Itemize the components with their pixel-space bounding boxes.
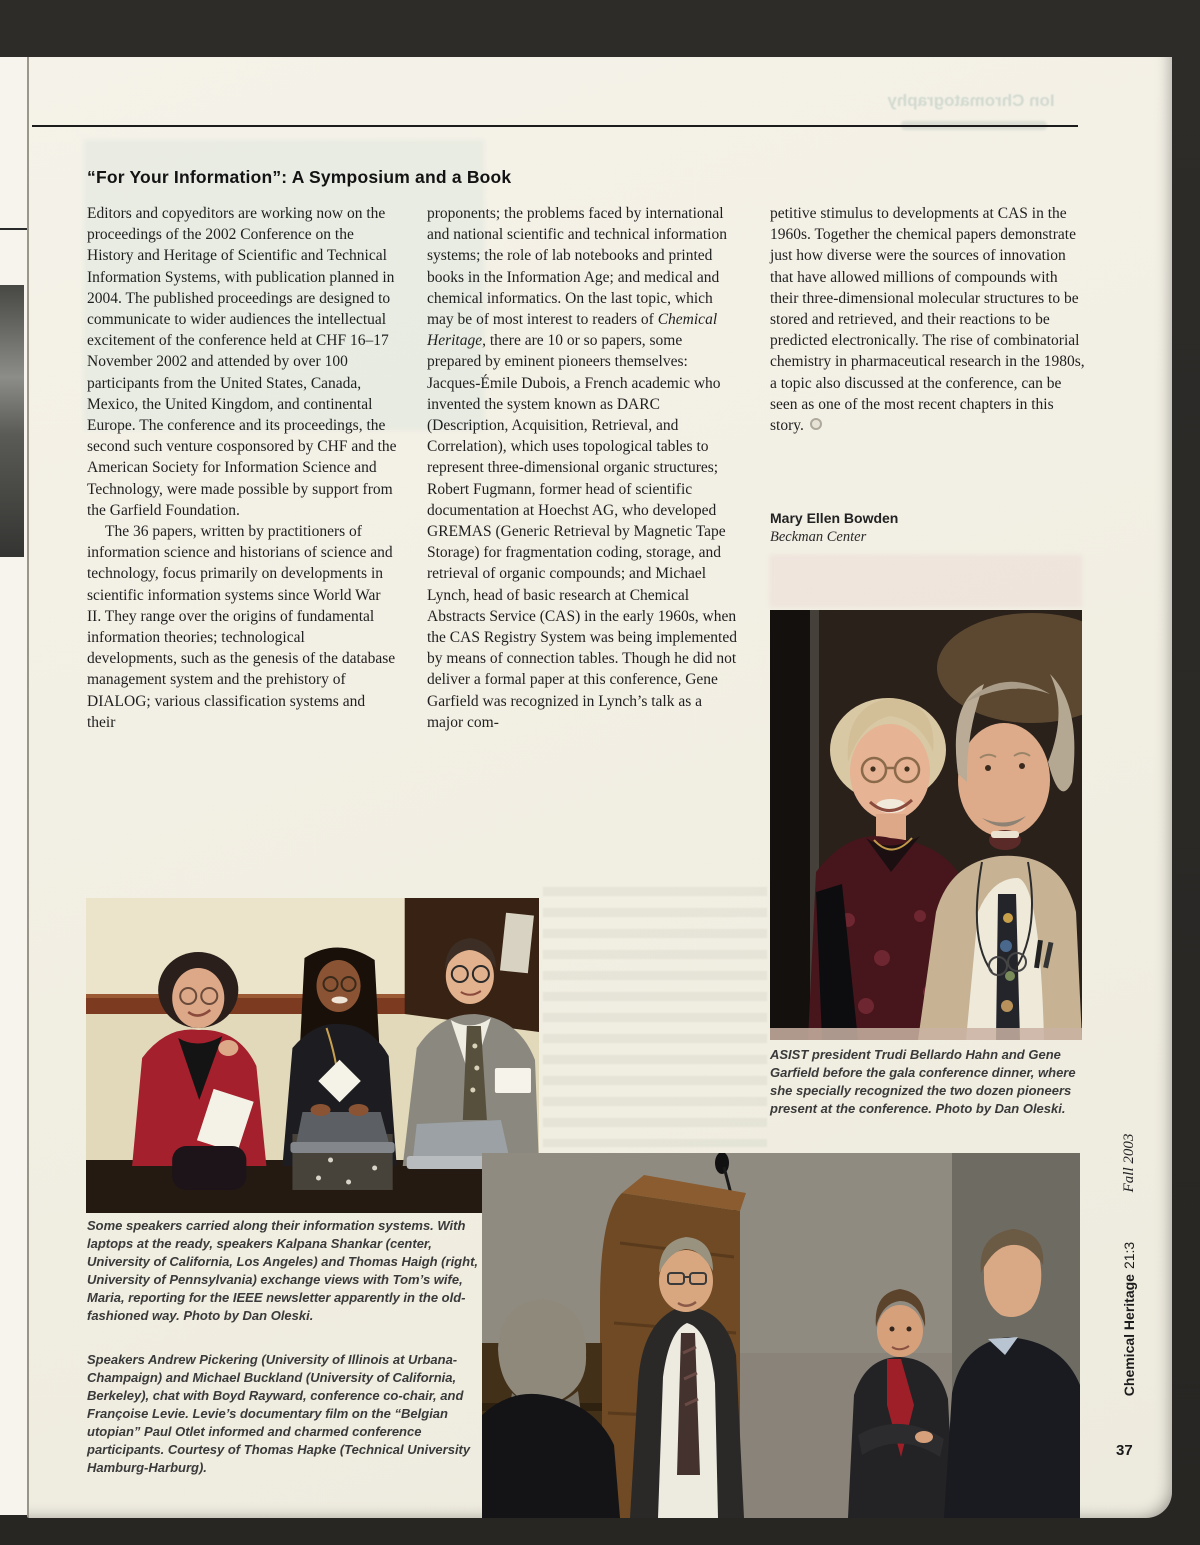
bleedthrough-shading: [770, 555, 1082, 607]
bleedthrough-paragraph-lines: [543, 887, 767, 1147]
article-column-3: [770, 203, 1086, 436]
photo-speakers-with-laptops: [86, 898, 539, 1213]
header-rule: [32, 125, 1078, 127]
paragraph: The 36 papers, written by practitioners of information science and historians of science and technology, focus primarily on developments in scientific information systems since World War II. They range over the origins of fundamental information theories; technological developments, such as the genesis of the database management system and the prehistory of DIALOG; various classification systems and their: [87, 523, 396, 731]
photo-podium-illustration: [482, 1153, 1080, 1518]
text-run: , there are 10 or so papers, some prepared by eminent pioneers themselves: Jacques-Émile Dubois, a French academic who invented the system known as DARC (Description, Acquisition, Retrieval, and Correlation), which uses topological tables to represent three-dimensional organic structures; Robert Fugmann, former head of scientific documentation at Hoechst AG, who developed GREMAS (Generic Retrieval by Magnetic Tape Storage) for fragmentation coding, storage, and retrieval of organic compounds; and Michael Lynch, head of basic research at Chemical Abstracts Service (CAS) in the early 1960s, when the CAS Registry System was being implemented by means of connection tables. Though he did not deliver a formal paper at this conference, Gene Garfield was recognized in Lynch’s talk as a major com-: [427, 332, 737, 731]
photo-hahn-garfield-illustration: [770, 610, 1082, 1040]
folio-journal-issue: 21:3: [1121, 1241, 1137, 1270]
text-run: proponents; the problems faced by international and national scientific and technical information systems; the role of lab notebooks and printed books in the Information Age; and medical and chemical informatics. On the last topic, which may be of most interest to readers of: [427, 205, 727, 329]
page-number: 37: [1116, 1442, 1133, 1459]
caption-laptops: Some speakers carried along their information systems. With laptops at the ready, speakers Kalpana Shankar (center, University of California, Los Angeles) and Thomas Haigh (right, University of Pennsylvania) exchange views with Tom’s wife, Maria, reporting for the IEEE newsletter apparently in the old-fashioned way. Photo by Dan Oleski.: [87, 1218, 479, 1323]
caption-podium: Speakers Andrew Pickering (University of Illinois at Urbana-Champaign) and Michael Buckland (University of California, Berkeley), chat with Boyd Rayward, conference co-chair, and Françoise Levie. Levie’s documentary film on the “Belgian utopian” Paul Otlet informed and charmed conference participants. Courtesy of Thomas Hapke (Technical University Hamburg-Harburg).: [87, 1352, 471, 1475]
folio-season: Fall 2003: [1121, 1133, 1137, 1193]
adjacent-page-edge: [0, 57, 27, 1515]
article-column-1: [87, 203, 397, 733]
text-run: petitive stimulus to developments at CAS in the 1960s. Together the chemical papers demonstrate just how diverse were the sources of innovation that have allowed millions of compounds with their three-dimensional molecular structures to be stored and retrieved, and their reactions to be predicted electronically. The rise of combinatorial chemistry in pharmaceutical research in the 1980s, a topic also discussed at the conference, can be seen as one of the most recent chapters in this story.: [770, 205, 1085, 435]
folio-journal: [1121, 1221, 1139, 1417]
magazine-page: [27, 57, 1172, 1518]
photo-laptops-illustration: [86, 898, 539, 1213]
caption-hahn-garfield: ASIST president Trudi Bellardo Hahn and Gene Garfield before the gala conference dinner, where she specially recognized the two dozen pioneers present at the conference. Photo by Dan Oleski.: [770, 1047, 1076, 1116]
paragraph: [427, 203, 737, 733]
article-title: “For Your Information”: A Symposium and a Book: [87, 167, 512, 187]
end-of-article-ornament: [810, 418, 822, 430]
journal-title-italic: Chemical Heritage: [427, 311, 718, 350]
folio-journal-name: Chemical Heritage: [1121, 1274, 1137, 1397]
photo-podium-conversation: [482, 1153, 1080, 1518]
adjacent-page-rule: [0, 228, 27, 230]
byline-author: Mary Ellen Bowden: [770, 510, 899, 526]
paragraph: [770, 203, 1086, 436]
article-column-2: [427, 203, 737, 733]
adjacent-page-photo-fragment: [0, 285, 24, 557]
paragraph: Editors and copyeditors are working now on the proceedings of the 2002 Conference on the History and Heritage of Scientific and Technical Information Systems, with publication planned in 2004. The published proceedings are designed to communicate to wider audiences the intellectual excitement of the conference held at CHF 16–17 November 2002 and attended by over 100 participants from the United States, Canada, Mexico, the United Kingdom, and continental Europe. The conference and its proceedings, the second such venture cosponsored by CHF and the American Society for Information Science and Technology, were made possible by support from the Garfield Foundation.: [87, 205, 397, 519]
bleedthrough-header-text: Ion Chromatography: [887, 91, 1055, 110]
byline-affiliation: Beckman Center: [770, 529, 867, 545]
byline: [770, 509, 898, 547]
photo-hahn-garfield: [770, 610, 1082, 1040]
